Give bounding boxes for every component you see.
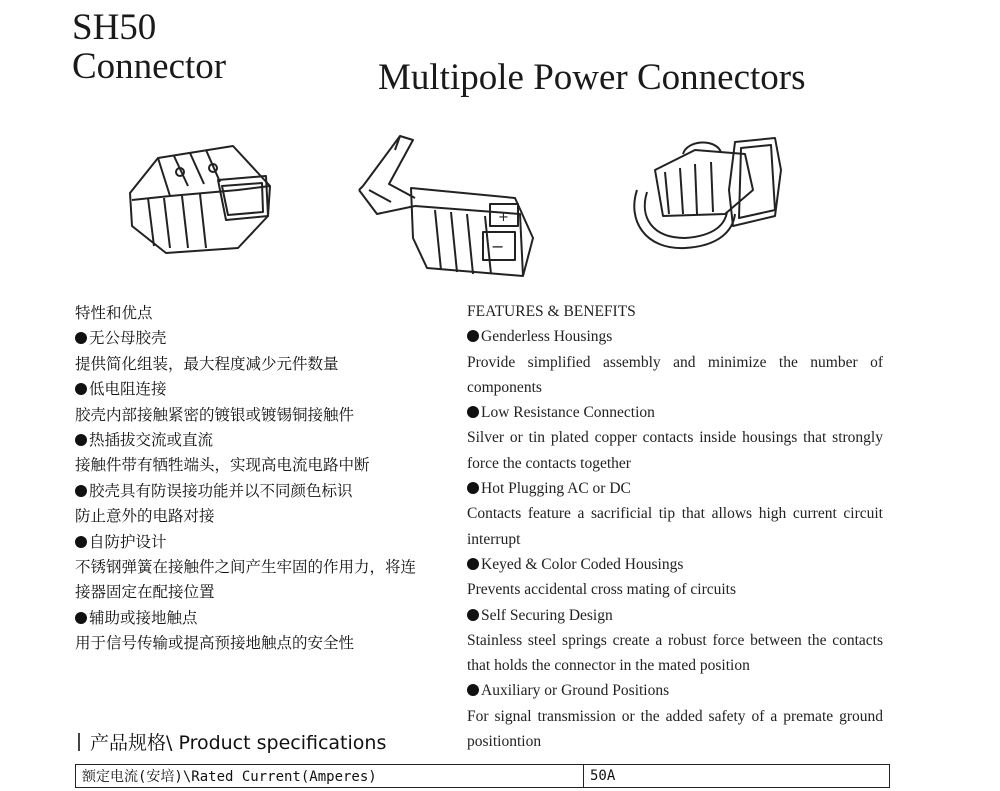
connector-housing-icon xyxy=(118,138,280,260)
features-cn xyxy=(75,301,455,657)
model-name xyxy=(72,8,226,86)
feature-cn-5-desc-line2: 接器固定在配接位置 xyxy=(75,583,215,602)
feature-en-1-title: Genderless Housings xyxy=(467,324,883,349)
feature-en-4-title: Keyed & Color Coded Housings xyxy=(467,552,883,577)
feature-cn-2-title: 低电阻连接 xyxy=(75,377,455,402)
connector-handle-icon xyxy=(355,128,540,278)
bullet-icon xyxy=(467,684,479,696)
bullet-icon xyxy=(75,434,87,446)
feature-cn-1-desc: 提供简化组装，最大程度减少元件数量 xyxy=(75,354,339,373)
svg-text:+: + xyxy=(498,210,509,225)
spec-value: 50A xyxy=(584,765,890,788)
table-row xyxy=(76,765,890,788)
bullet-icon xyxy=(467,406,479,418)
bullet-icon xyxy=(467,482,479,494)
feature-cn-6-desc: 用于信号传输或提高预接地触点的安全性 xyxy=(75,634,355,653)
feature-en-2-desc: Silver or tin plated copper contacts inside housings that strongly force the contacts together xyxy=(467,429,883,472)
bullet-icon xyxy=(75,612,87,624)
feature-cn-6-title: 辅助或接地触点 xyxy=(75,606,455,631)
specs-table xyxy=(75,764,890,788)
bullet-icon xyxy=(75,536,87,548)
features-cn-heading: 特性和优点 xyxy=(75,304,153,322)
feature-en-5-title: Self Securing Design xyxy=(467,603,883,628)
svg-text:−: − xyxy=(491,237,505,256)
feature-cn-3-title: 热插拔交流或直流 xyxy=(75,428,455,453)
page-title: Multipole Power Connectors xyxy=(378,57,806,98)
feature-cn-4-title: 胶壳具有防误接功能并以不同颜色标识 xyxy=(75,479,455,504)
feature-cn-5-desc-line1: 不锈钢弹簧在接触件之间产生牢固的作用力，将连 xyxy=(75,558,417,577)
bullet-icon xyxy=(467,609,479,621)
feature-cn-4-desc: 防止意外的电路对接 xyxy=(75,507,215,526)
feature-en-3-desc: Contacts feature a sacrificial tip that allows high current circuit interrupt xyxy=(467,505,883,548)
feature-cn-5-title: 自防护设计 xyxy=(75,530,455,555)
feature-en-1-desc: Provide simplified assembly and minimize the number of components xyxy=(467,353,883,396)
feature-cn-1-title: 无公母胶壳 xyxy=(75,326,455,351)
bullet-icon xyxy=(467,330,479,342)
features-en xyxy=(467,299,883,754)
feature-en-3-title: Hot Plugging AC or DC xyxy=(467,476,883,501)
feature-cn-3-desc: 接触件带有牺牲端头，实现高电流电路中断 xyxy=(75,456,370,475)
specs-heading: 产品规格\ Product specifications xyxy=(78,728,386,755)
heading-bar xyxy=(78,733,80,751)
feature-cn-2-desc: 胶壳内部接触紧密的镀银或镀锡铜接触件 xyxy=(75,405,355,424)
feature-en-6-title: Auxiliary or Ground Positions xyxy=(467,678,883,703)
bullet-icon xyxy=(75,383,87,395)
model-line-2: Connector xyxy=(72,46,227,87)
feature-en-5-desc: Stainless steel springs create a robust force between the contacts that holds the connector in the mated position xyxy=(467,631,883,675)
bullet-icon xyxy=(75,485,87,497)
feature-en-6-desc: For signal transmission or the added safety of a premate ground positiontion xyxy=(467,707,883,751)
model-line-1: SH50 xyxy=(72,7,157,48)
bullet-icon xyxy=(75,332,87,344)
connector-cover-icon xyxy=(625,130,785,260)
feature-en-4-desc: Prevents accidental cross mating of circuits xyxy=(467,581,737,599)
features-en-heading: FEATURES & BENEFITS xyxy=(467,303,636,320)
feature-en-2-title: Low Resistance Connection xyxy=(467,400,883,425)
spec-label: 额定电流(安培)\Rated Current(Amperes) xyxy=(76,765,584,788)
bullet-icon xyxy=(467,558,479,570)
